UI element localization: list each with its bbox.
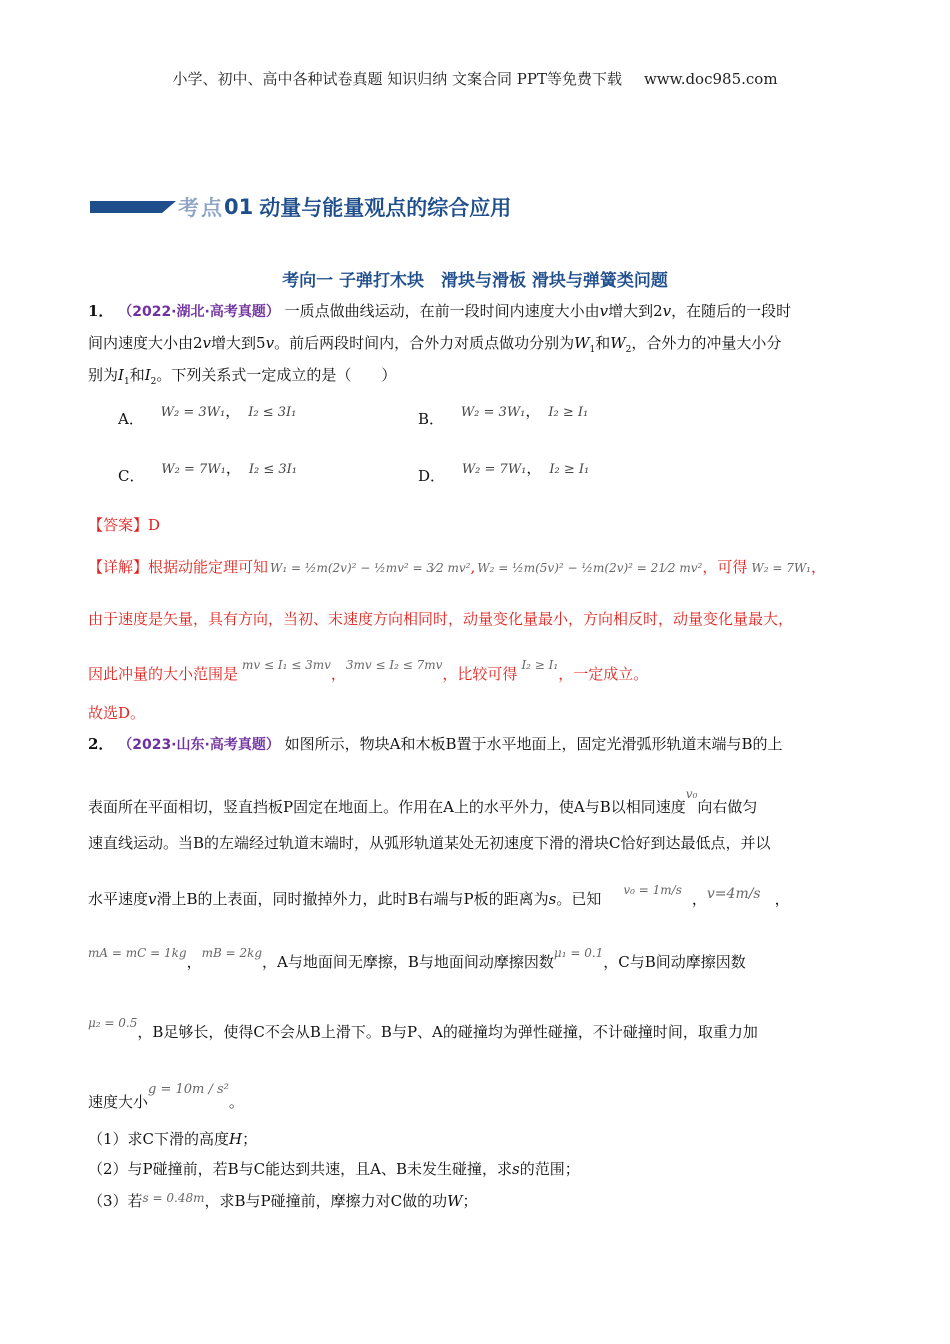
detail-eq-w2: W₂ = ½m(5v)² − ½m(2v)² = 21⁄2 mv² [477, 561, 703, 575]
q1-number: 1． [88, 302, 114, 320]
q2-var-s: s [548, 890, 557, 908]
q2-sub-text: （3）若 [88, 1192, 143, 1210]
q1-var-w: W [574, 334, 590, 352]
q1-text: ，合外力的冲量大小分 [631, 334, 782, 352]
q1-var-i: I [144, 366, 151, 384]
option-comma: ， [525, 402, 541, 420]
q1-text: 。前后两段时间内，合外力对质点做功分别为 [274, 334, 575, 352]
q2-eq-mu2: μ₂ = 0.5 [88, 1016, 138, 1030]
q2-sub-text: （2）与P碰撞前，若B与C能达到共速，且A、B未发生碰撞，求 [88, 1160, 512, 1178]
option-label: B． [418, 410, 445, 428]
q1-text: 和 [595, 334, 611, 352]
option-formula-w: W₂ = 3W₁ [160, 405, 226, 420]
q2-number: 2． [88, 735, 114, 753]
q2-eq-mu1: μ₁ = 0.1 [553, 946, 604, 960]
q2-line3: 速直线运动。当B的左端经过轨道末端时，从弧形轨道某处无初速度下滑的滑块C恰好到达最低点，并以 [88, 834, 771, 852]
option-formula-i: I₂ ≥ I₁ [549, 462, 590, 477]
option-formula-w: W₂ = 3W₁ [460, 405, 526, 420]
answer-value: D [148, 516, 161, 534]
q1-text: ，在随后的一段时 [671, 302, 792, 320]
q2-var-s: s [512, 1160, 520, 1178]
detail-eq-i2: 3mv ≤ I₂ ≤ 7mv [345, 658, 443, 672]
option-formula-w: W₂ = 7W₁ [461, 462, 527, 477]
option-label: D． [418, 467, 446, 485]
q2-text: 表面所在平面相切，竖直挡板P固定在地面上。作用在A上的水平外力，使A与B以相同速度 [88, 798, 686, 816]
detail-eq-compare: I₂ ≥ I₁ [521, 658, 559, 672]
q1-var-w: W [610, 334, 626, 352]
detail-text: ，比较可得 [442, 665, 518, 683]
section-bar-icon [90, 201, 162, 213]
q1-text: 一质点做曲线运动，在前一段时间内速度大小由 [284, 302, 600, 320]
q1-option-a[interactable] [118, 400, 296, 429]
q2-source: （2023·山东·高考真题） [118, 737, 280, 753]
q2-line2 [88, 787, 757, 817]
q2-sub1 [88, 1128, 257, 1149]
q1-text: 和 [129, 366, 145, 384]
option-comma: ， [225, 459, 241, 477]
q2-text: ，A与地面间无摩擦，B与地面间动摩擦因数 [262, 953, 554, 971]
option-formula-i: I₂ ≤ 3I₁ [248, 405, 297, 420]
q1-var-v: v [599, 302, 609, 320]
answer-label: 【答案】 [88, 516, 149, 534]
q2-text: 。 [228, 1093, 244, 1111]
detail-text: 根据动能定理可知 [148, 558, 269, 576]
q2-eq-s-value: s = 0.48m [142, 1191, 205, 1205]
q1-option-c[interactable] [118, 457, 297, 486]
q2-eq-v-value: v=4m/s [706, 886, 761, 902]
detail-text: 因此冲量的大小范围是 [88, 665, 239, 683]
q1-var-v: v [265, 334, 275, 352]
q2-eq-v0-value: v₀ = 1m/s [623, 883, 682, 897]
q2-text: ，B足够长，使得C不会从B上滑下。B与P、A的碰撞均为弹性碰撞，不计碰撞时间，取重力加 [137, 1023, 758, 1041]
q2-line4: 水平速度v滑上B的上表面，同时撤掉外力，此时B右端与P板的距离为s。已知 $^{v_0 = 1m/s}$ ，v=4m/s ， [88, 883, 790, 908]
q1-text: 别为 [88, 366, 119, 384]
q2-text: ，C与B间动摩擦因数 [603, 953, 746, 971]
q2-eq-v0: v₀ [685, 787, 698, 801]
q1-var-i: I [118, 366, 124, 384]
detail-text: ，可得 [702, 558, 748, 576]
subsection-title: 考向一 子弹打木块 滑块与滑板 滑块与弹簧类问题 [282, 271, 668, 291]
q2-text: 速度大小 [88, 1093, 149, 1111]
detail-eq-i1: mv ≤ I₁ ≤ 3mv [242, 658, 331, 672]
detail-eq-w-result: W₂ = 7W₁ [751, 561, 811, 575]
q2-text: 水平速度 [88, 890, 149, 908]
q1-source: （2022·湖北·高考真题） [118, 304, 280, 320]
option-label: A． [118, 410, 144, 428]
q2-sub-text: （1）求C下滑的高度 [88, 1130, 230, 1148]
option-label: C． [118, 467, 145, 485]
section-name: 动量与能量观点的综合应用 [259, 196, 512, 220]
q2-line5: $^{mA = mC = 1kg}$，$^{mB = 2kg}$，A与地面间无摩擦，B与地面间动摩擦因数$^{\mu_1 = 0.1}$，C与B间动摩擦因数 [88, 946, 746, 971]
q1-option-b[interactable] [418, 400, 588, 429]
option-formula-i: I₂ ≤ 3I₁ [248, 462, 297, 477]
q1-detail-line2: 由于速度是矢量，具有方向，当初、末速度方向相同时，动量变化量最小，方向相反时，动量变化量最大， [88, 610, 794, 628]
q2-text: 如图所示，物块A和木板B置于水平地面上，固定光滑弧形轨道末端与B的上 [284, 735, 783, 753]
q2-line6 [88, 1016, 758, 1042]
q1-option-d[interactable] [418, 457, 589, 486]
section-tag: 考点 [178, 196, 224, 220]
q2-sub-text: ，求B与P碰撞前，摩擦力对C做的功 [204, 1192, 448, 1210]
q1-var-v: v [202, 334, 212, 352]
q1-conclusion: 故选D。 [88, 704, 146, 722]
q2-sub-text: 的范围； [519, 1160, 580, 1178]
q2-eq-mass-b: mB = 2kg [201, 946, 263, 960]
option-formula-w: W₂ = 7W₁ [161, 462, 226, 477]
header-url[interactable]: www.doc985.com [643, 70, 778, 88]
section-title [90, 192, 511, 222]
q1-var-v: v [662, 302, 672, 320]
q2-sub3 [88, 1190, 478, 1211]
option-comma: ， [225, 402, 241, 420]
q2-eq-mass-ac: mA = mC = 1kg [88, 946, 187, 960]
q2-line7 [88, 1082, 244, 1112]
q1-text: 增大到5 [211, 334, 266, 352]
q1-text: 增大到2 [608, 302, 663, 320]
q1-stem: 1． （2022·湖北·高考真题） 一质点做曲线运动，在前一段时间内速度大小由v增大到2v，在随后的一段时 间内速度大小由2v增大到5v。前后两段时间内，合外力对质点做功分别为$W_1$和$W_2$，合外力的冲量大小分 别为$I_1$和$I_2$。下列关系式一定成立的是（ ） [88, 302, 792, 387]
page-header [0, 68, 950, 89]
detail-text: ，一定成立。 [558, 665, 649, 683]
q2-sub-text: ； [462, 1192, 478, 1210]
q2-eq-g: g = 10m / s² [148, 1082, 229, 1097]
q2-text: 。已知 [556, 890, 602, 908]
option-comma: ， [526, 459, 542, 477]
q2-text: 滑上B的上表面，同时撤掉外力，此时B右端与P板的距离为 [156, 890, 549, 908]
q2-sub2 [88, 1158, 580, 1179]
q2-var-h: H [229, 1130, 243, 1148]
q2-var-v: v [148, 890, 157, 908]
section-number: 01 [224, 195, 254, 219]
detail-label: 【详解】 [88, 558, 149, 576]
q1-detail-line1: 【详解】根据动能定理可知 W₁ = ½m(2v)² − ½mv² = 3⁄2 mv², W₂ = ½m(5v)² − ½m(2v)² = 21⁄2 mv²，可得 W₂ = 7W₁， [88, 558, 826, 576]
q1-detail-line3: 因此冲量的大小范围是 $^{mv \le I_1 \le 3mv}$，$^{3mv \le I_2 \le 7mv}$，比较可得 $^{I_2 \ge I_1}$，一定成立。 [88, 658, 649, 683]
detail-eq-w1: W₁ = ½m(2v)² − ½mv² = 3⁄2 mv² [270, 561, 471, 575]
q2-text: 向右做匀 [697, 798, 758, 816]
q1-answer [88, 514, 160, 535]
q2-var-w: W [447, 1192, 463, 1210]
option-formula-i: I₂ ≥ I₁ [548, 405, 589, 420]
header-text: 小学、初中、高中各种试卷真题 知识归纳 文案合同 PPT等免费下载 [172, 70, 622, 88]
q1-text: 间内速度大小由2 [88, 334, 203, 352]
q2-sub-text: ； [242, 1130, 258, 1148]
q2-line1 [88, 733, 783, 754]
q1-text: 。下列关系式一定成立的是（ ） [156, 366, 397, 384]
